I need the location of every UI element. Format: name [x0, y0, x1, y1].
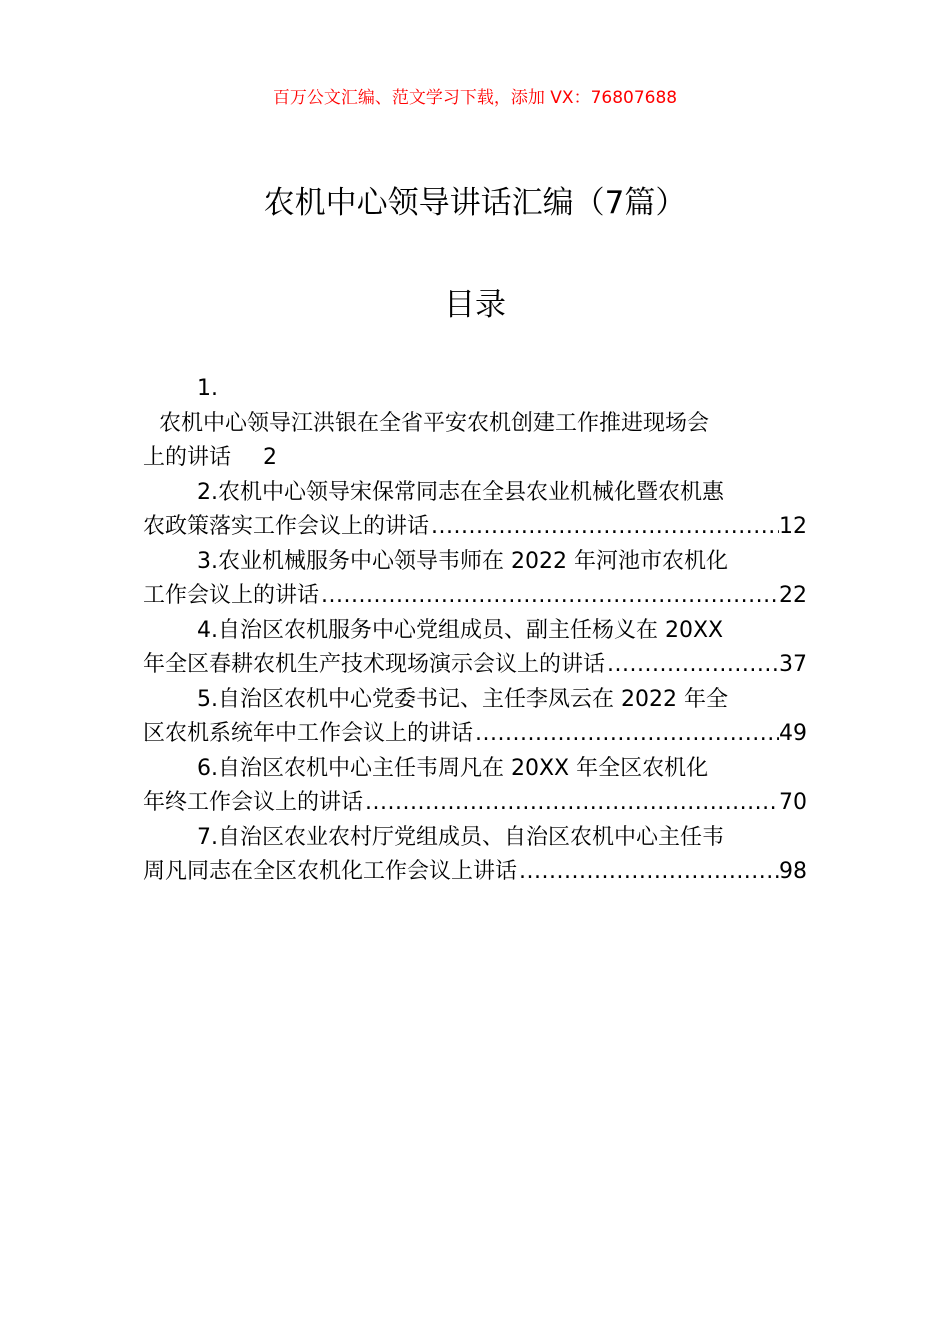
table-of-contents — [143, 372, 807, 890]
toc-entry-title-line2: 农政策落实工作会议上的讲话 — [143, 514, 430, 539]
toc-entry-title-line2: 上的讲话 — [143, 445, 232, 470]
toc-entry-page-number: 12 — [779, 514, 807, 539]
toc-entry-title-line2: 年终工作会议上的讲话 — [143, 790, 364, 815]
toc-dot-leader — [365, 786, 779, 821]
toc-entry-title-line1: 6.自治区农机中心主任韦周凡在 20XX 年全区农机化 — [197, 755, 709, 781]
toc-entry-page-number: 98 — [779, 859, 807, 884]
toc-entry-title-line1: 7.自治区农业农村厅党组成员、自治区农机中心主任韦 — [197, 824, 724, 850]
toc-entry-number: 1. — [197, 376, 218, 401]
toc-entry-title-line2: 区农机系统年中工作会议上的讲话 — [143, 721, 474, 746]
toc-entry-title-line1: 2.农机中心领导宋保常同志在全县农业机械化暨农机惠 — [197, 479, 724, 505]
toc-entry-5[interactable] — [143, 683, 807, 752]
toc-entry-page-number: 22 — [779, 583, 807, 608]
toc-entry-title-line1: 4.自治区农机服务中心党组成员、副主任杨义在 20XX — [197, 617, 724, 643]
watermark-text: 百万公文汇编、范文学习下载，添加 VX：76807688 — [272, 88, 678, 108]
toc-entry-page-number: 37 — [779, 652, 807, 677]
toc-dot-leader — [519, 855, 779, 890]
toc-entry-title-line1: 5.自治区农机中心党委书记、主任李凤云在 2022 年全 — [197, 686, 728, 712]
toc-dot-leader — [475, 717, 779, 752]
toc-entry-title-line1: 3.农业机械服务中心领导韦师在 2022 年河池市农机化 — [197, 548, 728, 574]
document-title: 农机中心领导讲话汇编（7篇） — [263, 185, 687, 221]
toc-entry-title-line2: 工作会议上的讲话 — [143, 583, 320, 608]
toc-entry-1[interactable] — [143, 372, 807, 476]
toc-entry-page-number: 70 — [779, 790, 807, 815]
toc-heading: 目录 — [444, 287, 506, 323]
toc-entry-6[interactable] — [143, 752, 807, 821]
toc-entry-4[interactable] — [143, 614, 807, 683]
toc-entry-3[interactable] — [143, 545, 807, 614]
toc-entry-page-number: 49 — [779, 721, 807, 746]
toc-dot-leader — [431, 510, 779, 545]
toc-entry-page-number: 2 — [263, 445, 278, 470]
toc-entry-title-line2: 周凡同志在全区农机化工作会议上讲话 — [143, 859, 518, 884]
toc-dot-leader — [607, 648, 779, 683]
toc-entry-title-line2: 年全区春耕农机生产技术现场演示会议上的讲话 — [143, 652, 606, 677]
toc-dot-leader — [321, 579, 779, 614]
toc-entry-title-line1: 农机中心领导江洪银在全省平安农机创建工作推进现场会 — [159, 410, 710, 436]
toc-entry-2[interactable] — [143, 476, 807, 545]
toc-entry-7[interactable] — [143, 821, 807, 890]
